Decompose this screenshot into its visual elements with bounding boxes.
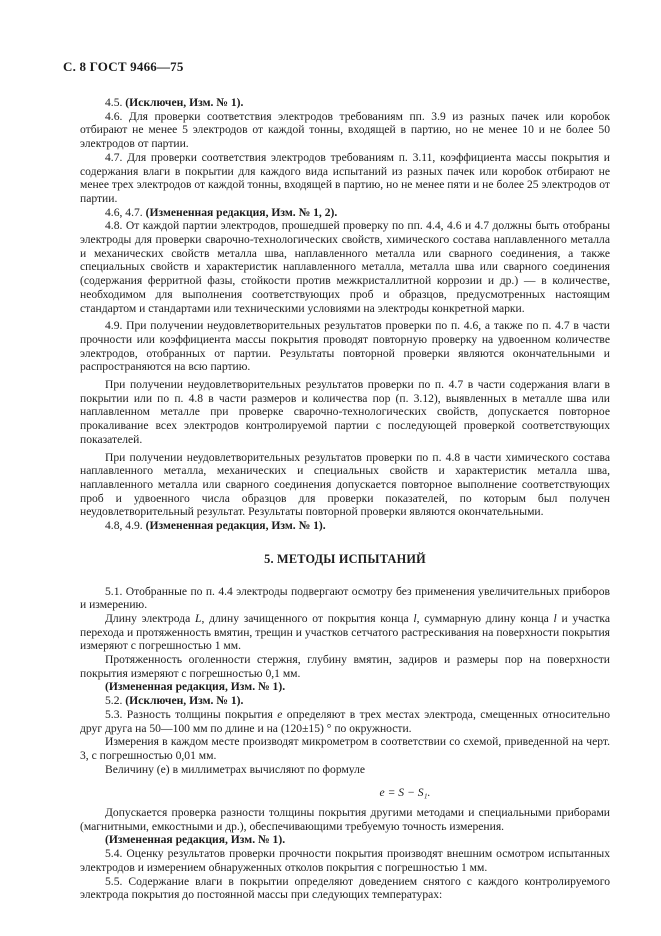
text-run: , длину зачищенного от покрытия конца — [201, 611, 414, 625]
clause-4-9-para-3: При получении неудовлетворительных результатов проверки по п. 4.8 в части химического состава наплавленного металла, механических и специальных свойств и характеристик металла шва, наплавленного металла или сварного соединения допускается повторное выполнение соответствующих проб и удвоенного числа образцов для проверки показателей, по которым был получен неудовлетворительный результат. Результаты повторной проверки являются окончательными. — [80, 450, 610, 519]
clause-5-1: 5.1. Отобранные по п. 4.4 электроды подвергают осмотру без применения увеличительных приборов и измерению. — [80, 584, 610, 612]
clause-4-8-4-9-note — [80, 519, 610, 533]
amendment-note: (Исключен, Изм. № 1). — [125, 694, 244, 708]
amendment-note: (Измененная редакция, Изм. № 1, 2). — [145, 205, 338, 219]
clause-5-3-para-4: Допускается проверка разности толщины покрытия другими методами и специальными приборами (магнитными, емкостными и др.), обеспечивающими требуемую точность измерения. — [80, 806, 610, 833]
symbol-l: l — [413, 611, 417, 625]
symbol-L: L — [195, 611, 202, 625]
text-run: 5.3. Разность толщины покрытия — [105, 707, 278, 721]
clause-number: 5.2. — [105, 694, 123, 708]
text-run: определяют в трех местах электрода, смещенных относительно друг друга на 50—100 мм по длине и на (120±15) ° по окружности. — [80, 707, 610, 735]
text-run: и участка перехода и протяженность вмятин, трещин и участков сетчатого растрескивания на поверхности покрытия измеряют с погрешностью 1 мм. — [80, 611, 611, 653]
clause-4-7: 4.7. Для проверки соответствия электродов требованиям п. 3.11, коэффициента массы покрытия и содержания влаги в покрытии для каждого вида испытаний из разных пачек или коробок отбирают не менее трех электродов от каждой тонны, входящей в партию, но не менее пяти и не более 25 электродов от партии. — [80, 150, 610, 205]
clause-4-9-para-2: При получении неудовлетворительных результатов проверки по п. 4.7 в части содержания влаги в покрытии или по п. 4.8 в части размеров и количества пор (п. 3.12), выявленных в металле шва или наплавленном металле при проверке сварочно-технологических свойств, допускается повторное прокаливание всех электродов контролируемой партии с последующей проверкой соответствующих показателей. — [80, 378, 610, 446]
section-heading: 5. МЕТОДЫ ИСПЫТАНИЙ — [264, 551, 426, 566]
clause-5-3-para-3: Величину (е) в миллиметрах вычисляют по формуле — [105, 762, 366, 776]
clause-4-6-4-7-note — [80, 206, 610, 220]
clause-5-5: 5.5. Содержание влаги в покрытии определяют доведением снятого с каждого контролируемого электрода покрытия до постоянной массы при следующих температурах: — [80, 874, 610, 902]
page-header: С. 8 ГОСТ 9466—75 — [63, 59, 184, 74]
clause-5-3-para-2: Измерения в каждом месте производят микрометром в соответствии со схемой, приведенной на черт. 3, с погрешностью 0,01 мм. — [80, 735, 610, 762]
clause-5-2 — [80, 694, 610, 708]
text-run: , суммарную длину конца — [416, 611, 554, 625]
clause-5-1-para-2 — [80, 612, 610, 653]
symbol-l: l — [553, 611, 557, 625]
clause-5-1-para-3: Протяженность оголенности стержня, глубину вмятин, задиров и размеры пор на поверхности покрытия измеряют с погрешностью 0,1 мм. — [80, 653, 610, 680]
clause-4-9: 4.9. При получении неудовлетворительных результатов проверки по п. 4.6, а также по п. 4.7 в части прочности или коэффициента массы покрытия проводят повторную проверку на удвоенном количестве электродов, отобранных от партии. Результаты повторной проверки являются окончательными и распространяются на всю партию. — [80, 319, 610, 374]
clause-number: 4.8, 4.9. — [105, 519, 143, 533]
clause-number: 4.5. — [105, 96, 123, 109]
formula: е = S − S₁. — [379, 786, 431, 800]
text-run: Длину электрода — [105, 611, 196, 625]
symbol-e: е — [277, 707, 283, 721]
clause-5-4: 5.4. Оценку результатов проверки прочности покрытия производят внешним осмотром испытанных электродов и измерением обнаруженных отколов покрытия с погрешностью 1 мм. — [80, 847, 610, 874]
document-body — [80, 96, 610, 902]
amendment-note: (Исключен, Изм. № 1). — [125, 96, 244, 109]
clause-number: 4.6, 4.7. — [105, 205, 143, 219]
amendment-note: (Измененная редакция, Изм. № 1). — [105, 680, 286, 694]
amendment-note: (Измененная редакция, Изм. № 1). — [105, 833, 286, 847]
clause-4-5 — [80, 96, 610, 110]
clause-5-3 — [80, 708, 610, 735]
clause-4-6: 4.6. Для проверки соответствия электродов требованиям пп. 3.9 из разных пачек или коробок отбирают не менее 5 электродов от каждой тонны, входящей в партию, но не менее 10 и не более 50 электродов от партии. — [80, 109, 610, 151]
amendment-note: (Измененная редакция, Изм. № 1). — [145, 519, 326, 533]
clause-4-8: 4.8. От каждой партии электродов, прошедшей проверку по пп. 4.4, 4.6 и 4.7 должны быть отобраны электроды для проверки сварочно-технологических свойств, химического состава наплавленного металла и механических свойств металла шва, наплавленного металла или сварного соединения, а также специальных свойств и характеристик наплавленного металла, металла шва или сварного соединения (содержания ферритной фазы, стойкости против межкристаллитной коррозии и др.) — в количестве, необходимом для выполнения соответствующих проб и образцов, предусмотренных настоящим стандартом и стандартами или техническими условиями на электроды конкретной марки. — [80, 219, 610, 315]
